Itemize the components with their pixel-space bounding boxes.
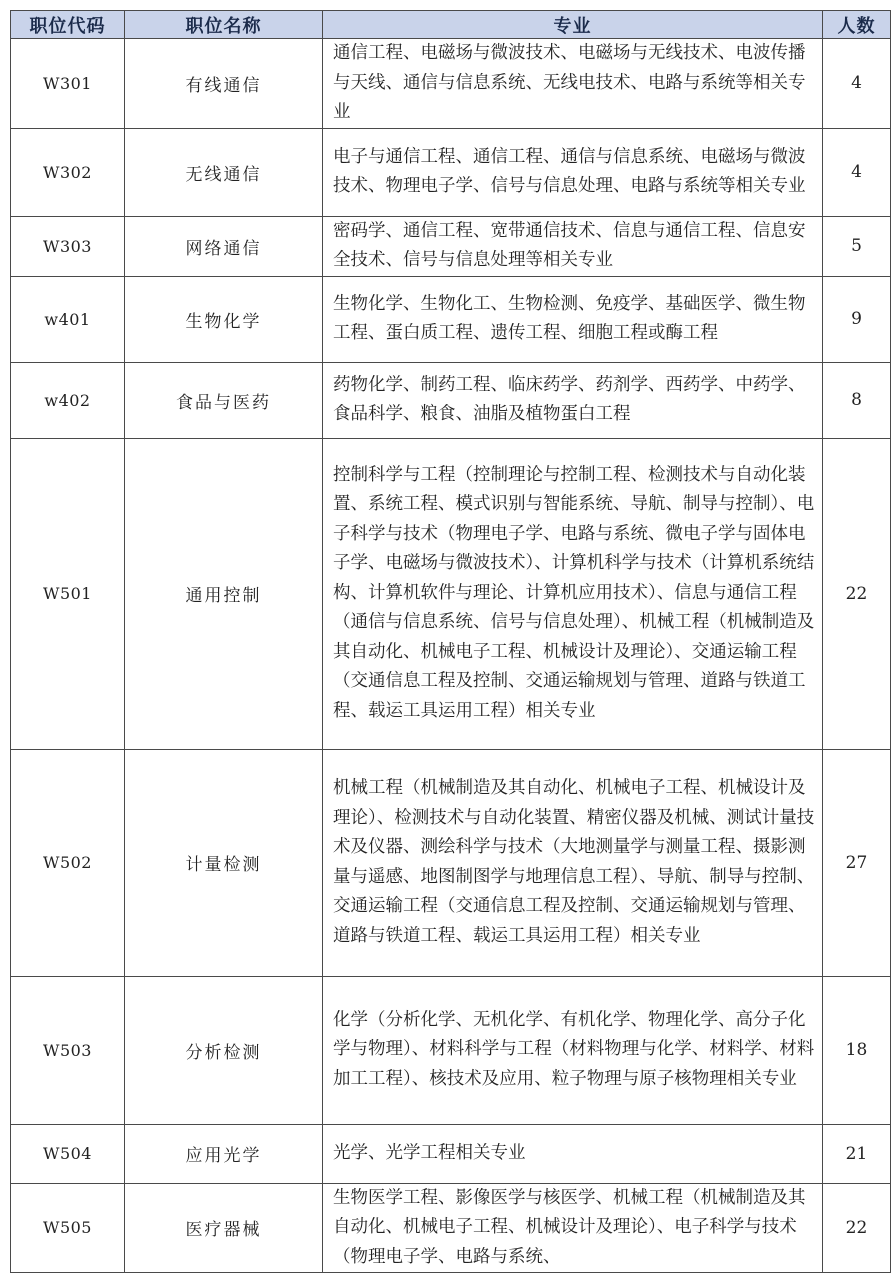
job-positions-sheet — [10, 10, 890, 1273]
table-row — [11, 438, 891, 749]
table-row — [11, 128, 891, 216]
cell-name: 通用控制 — [125, 438, 323, 749]
cell-code: W505 — [11, 1183, 125, 1273]
cell-count: 22 — [823, 1183, 891, 1273]
table-row — [11, 362, 891, 438]
table-row — [11, 749, 891, 976]
cell-major: 化学（分析化学、无机化学、有机化学、物理化学、高分子化学与物理）、材料科学与工程（材料物理与化学、材料学、材料加工工程）、核技术及应用、粒子物理与原子核物理相关专业 — [323, 976, 823, 1124]
header-name: 职位名称 — [125, 11, 323, 39]
cell-count: 4 — [823, 39, 891, 129]
table-row — [11, 976, 891, 1124]
cell-count: 22 — [823, 438, 891, 749]
header-code: 职位代码 — [11, 11, 125, 39]
cell-major: 控制科学与工程（控制理论与控制工程、检测技术与自动化装置、系统工程、模式识别与智能系统、导航、制导与控制）、电子科学与技术（物理电子学、电路与系统、微电子学与固体电子学、电磁场与微波技术）、计算机科学与技术（计算机系统结构、计算机软件与理论、计算机应用技术）、信息与通信工程（通信与信息系统、信号与信息处理）、机械工程（机械制造及其自动化、机械电子工程、机械设计及理论）、交通运输工程（交通信息工程及控制、交通运输规划与管理、道路与铁道工程、载运工具运用工程）相关专业 — [323, 438, 823, 749]
cell-major: 药物化学、制药工程、临床药学、药剂学、西药学、中药学、食品科学、粮食、油脂及植物蛋白工程 — [323, 362, 823, 438]
cell-name: 应用光学 — [125, 1124, 323, 1183]
cell-code: w401 — [11, 276, 125, 362]
cell-name: 计量检测 — [125, 749, 323, 976]
cell-code: W501 — [11, 438, 125, 749]
table-row — [11, 216, 891, 276]
table-row — [11, 276, 891, 362]
cell-count: 9 — [823, 276, 891, 362]
cell-major: 通信工程、电磁场与微波技术、电磁场与无线技术、电波传播与天线、通信与信息系统、无线电技术、电路与系统等相关专业 — [323, 39, 823, 129]
cell-count: 4 — [823, 128, 891, 216]
cell-name: 生物化学 — [125, 276, 323, 362]
cell-count: 21 — [823, 1124, 891, 1183]
cell-name: 食品与医药 — [125, 362, 323, 438]
cell-major: 电子与通信工程、通信工程、通信与信息系统、电磁场与微波技术、物理电子学、信号与信息处理、电路与系统等相关专业 — [323, 128, 823, 216]
cell-count: 18 — [823, 976, 891, 1124]
table-header-row — [11, 11, 891, 39]
cell-code: W503 — [11, 976, 125, 1124]
cell-name: 无线通信 — [125, 128, 323, 216]
table-row — [11, 1124, 891, 1183]
cell-code: W504 — [11, 1124, 125, 1183]
positions-table — [10, 10, 891, 1273]
cell-code: W302 — [11, 128, 125, 216]
cell-major: 生物医学工程、影像医学与核医学、机械工程（机械制造及其自动化、机械电子工程、机械设计及理论）、电子科学与技术（物理电子学、电路与系统、 — [323, 1183, 823, 1273]
cell-name: 网络通信 — [125, 216, 323, 276]
cell-name: 医疗器械 — [125, 1183, 323, 1273]
header-count: 人数 — [823, 11, 891, 39]
table-row — [11, 1183, 891, 1273]
cell-code: W502 — [11, 749, 125, 976]
cell-major: 密码学、通信工程、宽带通信技术、信息与通信工程、信息安全技术、信号与信息处理等相关专业 — [323, 216, 823, 276]
cell-code: W303 — [11, 216, 125, 276]
cell-code: w402 — [11, 362, 125, 438]
cell-name: 有线通信 — [125, 39, 323, 129]
cell-major: 光学、光学工程相关专业 — [323, 1124, 823, 1183]
cell-count: 27 — [823, 749, 891, 976]
cell-major: 生物化学、生物化工、生物检测、免疫学、基础医学、微生物工程、蛋白质工程、遗传工程、细胞工程或酶工程 — [323, 276, 823, 362]
cell-major: 机械工程（机械制造及其自动化、机械电子工程、机械设计及理论）、检测技术与自动化装置、精密仪器及机械、测试计量技术及仪器、测绘科学与技术（大地测量学与测量工程、摄影测量与遥感、地图制图学与地理信息工程）、导航、制导与控制、交通运输工程（交通信息工程及控制、交通运输规划与管理、道路与铁道工程、载运工具运用工程）相关专业 — [323, 749, 823, 976]
cell-count: 5 — [823, 216, 891, 276]
header-major: 专业 — [323, 11, 823, 39]
cell-count: 8 — [823, 362, 891, 438]
table-row — [11, 39, 891, 129]
cell-name: 分析检测 — [125, 976, 323, 1124]
cell-code: W301 — [11, 39, 125, 129]
